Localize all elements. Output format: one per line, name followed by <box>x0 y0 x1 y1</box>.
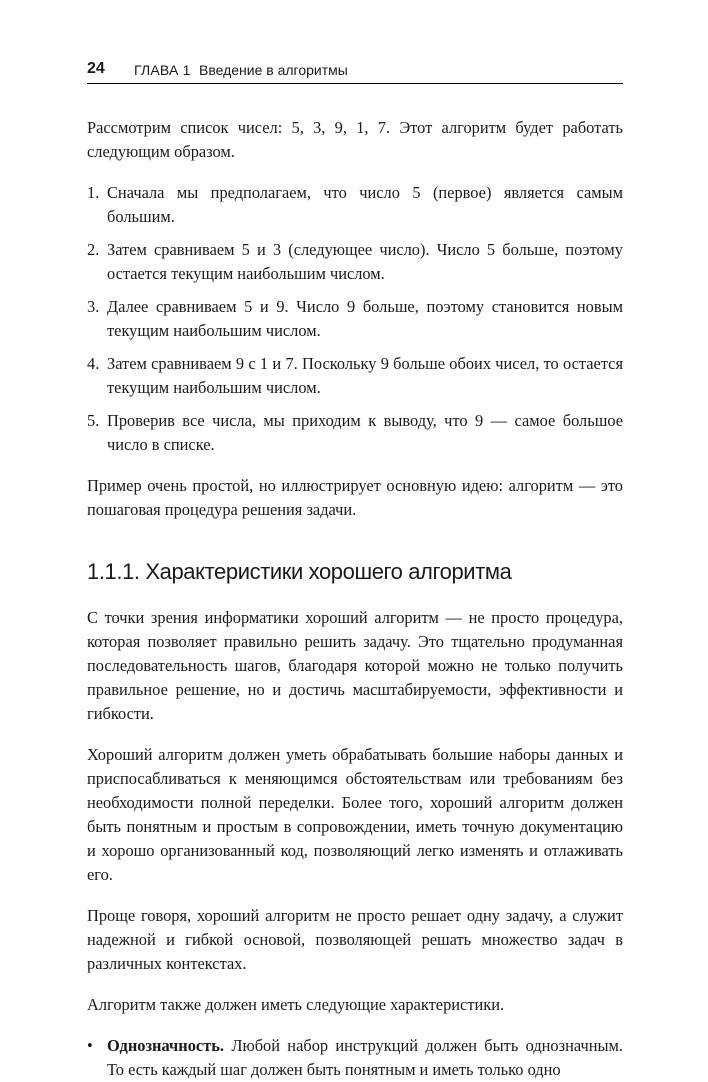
step-number: 3. <box>87 297 100 316</box>
step-item <box>87 409 623 457</box>
step-item <box>87 181 623 229</box>
step-number: 1. <box>87 183 100 202</box>
step-item <box>87 238 623 286</box>
chapter-label: ГЛАВА 1 <box>134 62 191 78</box>
step-number: 4. <box>87 354 100 373</box>
characteristics-list <box>87 1034 623 1082</box>
characteristic-term: Однозначность. <box>107 1036 225 1055</box>
intro-paragraph: Рассмотрим список чисел: 5, 3, 9, 1, 7. Этот алгоритм будет работать следующим образом. <box>87 118 623 161</box>
section-paragraph: Хороший алгоритм должен уметь обрабатывать большие наборы данных и приспосабливаться к меняющимся обстоятельствам или требованиям без необходимости полной переделки. Более того, хороший алгоритм должен быть понятным и простым в сопровождении, иметь точную документацию и хорошо организованный код, позволяющий легко изменять и отлаживать его. <box>87 745 623 884</box>
step-text: Сначала мы предполагаем, что число 5 (первое) является самым большим. <box>107 183 623 226</box>
step-text: Проверив все числа, мы приходим к выводу, что 9 — самое большое число в списке. <box>107 411 623 454</box>
step-text: Затем сравниваем 9 с 1 и 7. Поскольку 9 больше обоих чисел, то остается текущим наибольшим числом. <box>107 354 623 397</box>
step-item <box>87 295 623 343</box>
summary-paragraph: Пример очень простой, но иллюстрирует основную идею: алгоритм — это пошаговая процедура решения задачи. <box>87 476 623 519</box>
bullet-marker: • <box>87 1036 93 1055</box>
chapter-title: Введение в алгоритмы <box>199 62 348 78</box>
section-heading: 1.1.1. Характеристики хорошего алгоритма <box>87 559 512 584</box>
step-item <box>87 352 623 400</box>
step-number: 5. <box>87 411 100 430</box>
step-number: 2. <box>87 240 100 259</box>
section-paragraph: Проще говоря, хороший алгоритм не просто решает одну задачу, а служит надежной и гибкой основой, позволяющей решать множество задач в различных контекстах. <box>87 906 623 973</box>
characteristic-item <box>87 1034 623 1082</box>
step-text: Затем сравниваем 5 и 3 (следующее число). Число 5 больше, поэтому остается текущим наибольшим числом. <box>107 240 623 283</box>
section-paragraph: Алгоритм также должен иметь следующие характеристики. <box>87 995 505 1014</box>
characteristic-text: Любой набор инструкций должен быть однозначным. То есть каждый шаг должен быть понятным и иметь только одно <box>107 1036 623 1079</box>
section-paragraph: С точки зрения информатики хороший алгоритм — не просто процедура, которая позволяет правильно решить задачу. Это тщательно продуманная последовательность шагов, благодаря которой можно не только получить правильное решение, но и достичь масштабируемости, эффективности и гибкости. <box>87 608 623 723</box>
step-text: Далее сравниваем 5 и 9. Число 9 больше, поэтому становится новым текущим наибольшим числом. <box>107 297 623 340</box>
running-header <box>87 57 623 84</box>
algorithm-steps-list <box>87 181 623 457</box>
page-number: 24 <box>87 60 105 77</box>
page-body <box>87 116 623 1082</box>
